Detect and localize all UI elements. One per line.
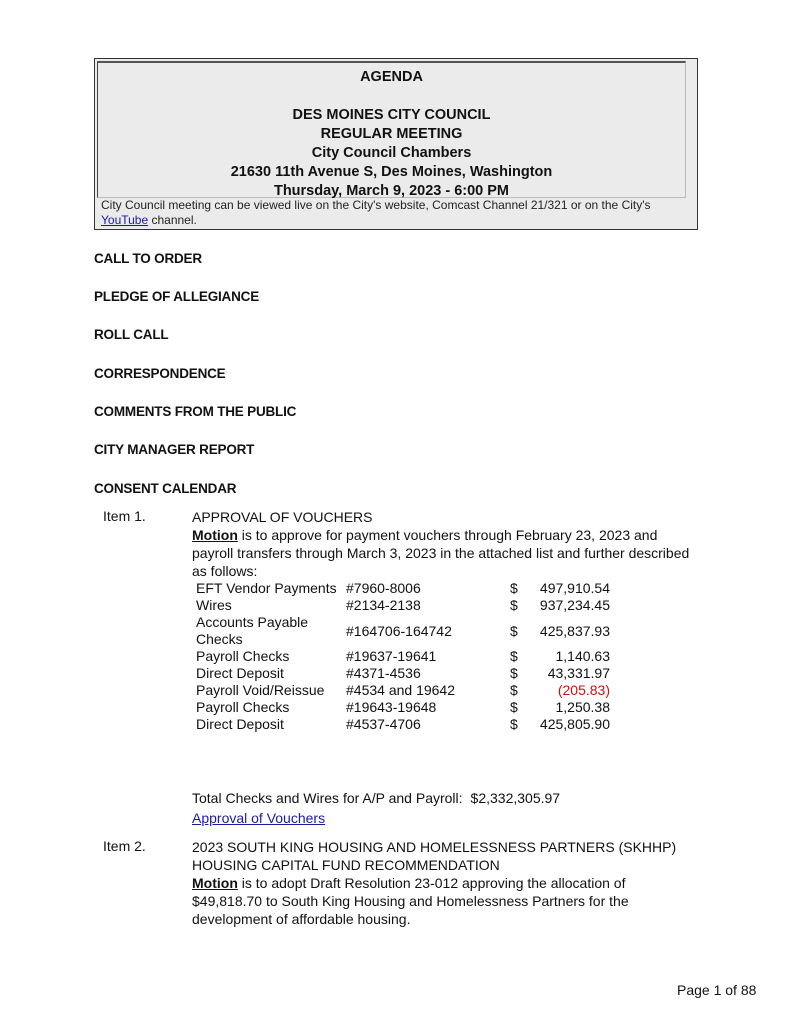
voucher-number: #7960-8006	[346, 580, 421, 596]
voucher-number: #4534 and 19642	[346, 682, 455, 698]
voucher-currency: $	[510, 716, 518, 732]
item-1-title: APPROVAL OF VOUCHERS	[192, 509, 373, 525]
section-pledge: PLEDGE OF ALLEGIANCE	[94, 289, 260, 304]
total-amount: $2,332,305.97	[470, 790, 561, 806]
youtube-link[interactable]: YouTube	[101, 213, 149, 227]
voucher-description: EFT Vendor Payments	[196, 580, 337, 596]
voucher-table	[196, 580, 610, 733]
viewing-note-text: City Council meeting can be viewed live on the City's website, Comcast Channel 21/321 or on the City's	[101, 198, 651, 212]
voucher-amount: 937,234.45	[539, 597, 610, 613]
item-2-title: 2023 SOUTH KING HOUSING AND HOMELESSNESS PARTNERS (SKHHP) HOUSING CAPITAL FUND RECOMMENDATION	[192, 839, 677, 873]
motion-label: Motion	[192, 875, 238, 891]
item-2-body	[192, 838, 688, 928]
section-call-to-order: CALL TO ORDER	[94, 251, 202, 266]
voucher-row	[196, 716, 610, 733]
voucher-currency: $	[510, 597, 518, 613]
meeting-datetime: Thursday, March 9, 2023 - 6:00 PM	[273, 183, 510, 199]
voucher-amount: 1,250.38	[555, 699, 610, 715]
voucher-row	[196, 648, 610, 665]
voucher-currency: $	[510, 699, 518, 715]
voucher-amount: 425,805.90	[539, 716, 610, 732]
item-1-motion	[192, 526, 692, 580]
voucher-amount: (205.83)	[557, 682, 610, 698]
voucher-row	[196, 597, 610, 614]
voucher-row	[196, 665, 610, 682]
voucher-number: #2134-2138	[346, 597, 421, 613]
section-public-comments: COMMENTS FROM THE PUBLIC	[94, 404, 297, 419]
voucher-description: Payroll Checks	[196, 648, 290, 664]
voucher-description: Direct Deposit	[196, 716, 284, 732]
voucher-currency: $	[510, 580, 518, 596]
motion-text: is to adopt Draft Resolution 23-012 approving the allocation of $49,818.70 to South King Housing and Homelessness Partners for the development of affordable housing.	[192, 875, 629, 927]
voucher-number: #4371-4536	[346, 665, 421, 681]
meeting-location: City Council Chambers	[311, 145, 472, 161]
viewing-note-tail: channel.	[148, 213, 197, 227]
voucher-amount: 1,140.63	[555, 648, 610, 664]
viewing-note	[101, 198, 691, 228]
section-city-manager-report: CITY MANAGER REPORT	[94, 442, 255, 457]
voucher-description: Payroll Void/Reissue	[196, 682, 325, 698]
voucher-description: Payroll Checks	[196, 699, 290, 715]
agenda-header-inner	[97, 61, 686, 198]
voucher-amount: 425,837.93	[539, 622, 610, 639]
voucher-row	[196, 580, 610, 597]
voucher-amount: 43,331.97	[547, 665, 610, 681]
item-1-body	[192, 508, 692, 580]
total-label: Total Checks and Wires for A/P and Payroll:	[192, 790, 463, 806]
voucher-currency: $	[510, 622, 518, 639]
voucher-amount: 497,910.54	[539, 580, 610, 596]
section-roll-call: ROLL CALL	[94, 327, 169, 342]
voucher-total	[192, 790, 560, 806]
page-number: Page 1 of 88	[677, 982, 757, 998]
agenda-header-box	[94, 58, 698, 230]
meeting-address: 21630 11th Avenue S, Des Moines, Washington	[230, 164, 553, 180]
section-consent-calendar: CONSENT CALENDAR	[94, 481, 237, 496]
voucher-number: #19643-19648	[346, 699, 437, 715]
voucher-currency: $	[510, 648, 518, 664]
meeting-type: REGULAR MEETING	[320, 126, 463, 142]
voucher-number: #164706-164742	[346, 622, 452, 639]
council-name: DES MOINES CITY COUNCIL	[292, 107, 491, 123]
voucher-currency: $	[510, 682, 518, 698]
section-correspondence: CORRESPONDENCE	[94, 366, 226, 381]
voucher-row	[196, 699, 610, 716]
item-2-label: Item 2.	[103, 838, 146, 854]
agenda-title: AGENDA	[360, 69, 423, 85]
item-1-label: Item 1.	[103, 508, 146, 524]
voucher-description: Accounts Payable Checks	[196, 614, 309, 647]
voucher-number: #19637-19641	[346, 648, 437, 664]
voucher-currency: $	[510, 665, 518, 681]
voucher-row	[196, 682, 610, 699]
voucher-row	[196, 614, 610, 648]
voucher-description: Direct Deposit	[196, 665, 284, 681]
voucher-number: #4537-4706	[346, 716, 421, 732]
voucher-description: Wires	[196, 597, 232, 613]
item-2-motion	[192, 874, 688, 928]
motion-label: Motion	[192, 527, 238, 543]
motion-text: is to approve for payment vouchers through February 23, 2023 and payroll transfers through March 3, 2023 in the attached list and further described as follows:	[192, 527, 690, 579]
approval-of-vouchers-link[interactable]: Approval of Vouchers	[192, 810, 326, 826]
